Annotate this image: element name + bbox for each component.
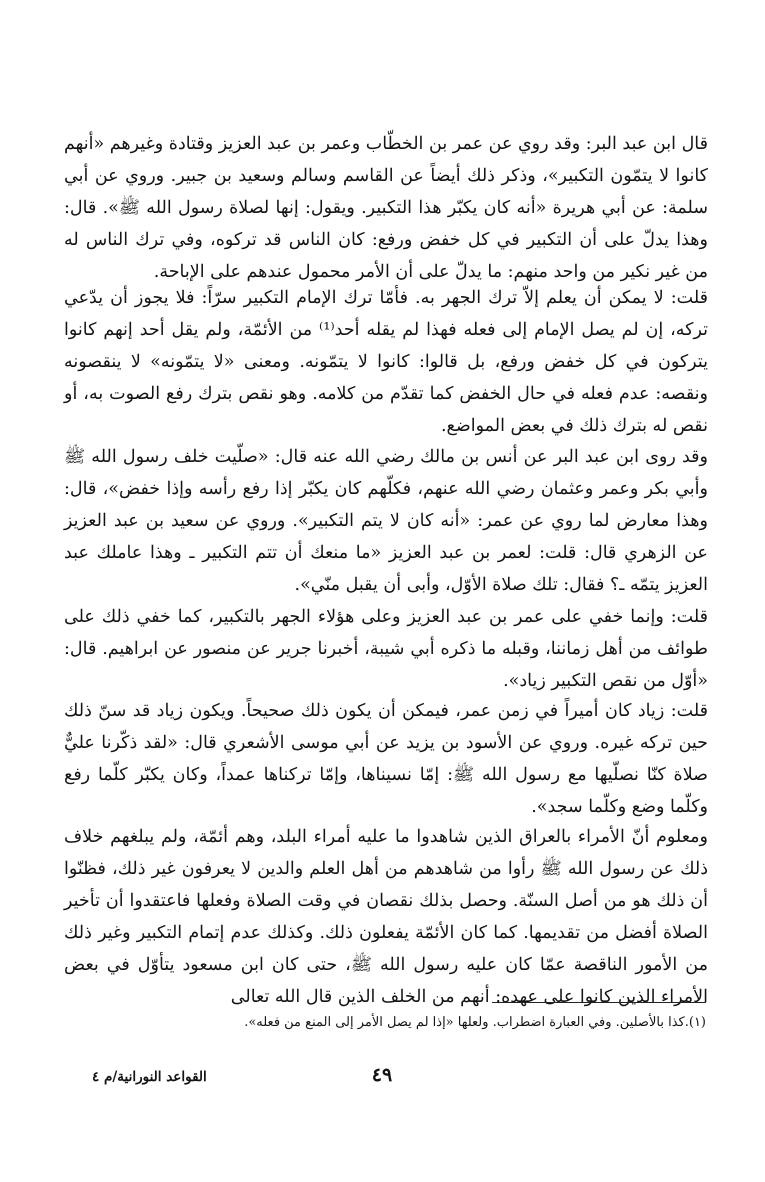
paragraph-2: قلت: لا يمكن أن يعلم إلاّ ترك الجهر به. فأمّا ترك الإمام التكبير سرّاً: فلا يجوز أن يدّعي تركه، إن لم يصل الإمام إلى فعله فهذا لم يقله أحد⁽¹⁾ من الأئمّة، ولم يقل أحد إنهم كانوا يتركون في كل خفض ورفع، بل قالوا: كانوا لا يتمّونه. ومعنى «لا يتمّونه» لا ينقصونه ونقصه: عدم فعله في حال الخفض كما تقدّم من كلامه. وهو نقص بترك رفع الصوت به، أو نقص له بترك ذلك في بعض المواضع.: [64, 287, 708, 436]
page-number: ٤٩: [371, 1064, 393, 1086]
book-signature: القواعد النورانية/م ٤: [92, 1069, 207, 1085]
paragraph-6: ومعلوم أنّ الأمراء بالعراق الذين شاهدوا ما عليه أمراء البلد، وهم أئمّة، ولم يبلغهم خلاف ذلك عن رسول الله ﷺ رأوا من شاهدهم من أهل العلم والدين لا يعرفون غير ذلك، فظنّوا أن ذلك هو من أصل السنّة. وحصل بذلك نقصان في وقت الصلاة وفعلها فاعتقدوا أن تأخير الصلاة أفضل من تقديمها. كما كان الأئمّة يفعلون ذلك. وكذلك عدم إتمام التكبير وغير ذلك من الأمور الناقصة عمّا كان عليه رسول الله ﷺ، حتى كان ابن مسعود يتأوّل في بعض الأمراء الذين كانوا على عهده: أنهم من الخلف الذين قال الله تعالى: [64, 826, 708, 1007]
footnote: (١).كذا بالأصلين. وفي العبارة اضطراب. ولعلها «إذا لم يصل الأمر إلى المنع من فعله».: [244, 1015, 706, 1030]
paragraph-4: قلت: وإنما خفي على عمر بن عبد العزيز وعلى هؤلاء الجهر بالتكبير، كما خفي ذلك على طوائف من أهل زماننا، وقبله ما ذكره أبي شيبة، أخبرنا جرير عن منصور عن ابراهيم. قال: «أوّل من نقص التكبير زياد».: [64, 606, 708, 691]
paragraph-3: وقد روى ابن عبد البر عن أنس بن مالك رضي الله عنه قال: «صلّيت خلف رسول الله ﷺ وأبي بكر وعمر وعثمان رضي الله عنهم، فكلّهم كان يكبّر إذا رفع رأسه وإذا خفض»، قال: وهذا معارض لما روي عن عمر: «أنه كان لا يتم التكبير». وروي عن سعيد بن عبد العزيز عن الزهري قال: قلت: لعمر بن عبد العزيز «ما منعك أن تتم التكبير ـ وهذا عاملك عبد العزيز يتمّه ـ؟ فقال: تلك صلاة الأوّل، وأبى أن يقبل منّي».: [64, 446, 708, 595]
paragraph-1: قال ابن عبد البر: وقد روي عن عمر بن الخطّاب وعمر بن عبد العزيز وقتادة وغيرهم «أنهم كانوا لا يتمّون التكبير»، وذكر ذلك أيضاً عن القاسم وسالم وسعيد بن جبير. وروي عن أبي سلمة: عن أبي هريرة «أنه كان يكبّر هذا التكبير. ويقول: إنها لصلاة رسول الله ﷺ». قال: وهذا يدلّ على أن التكبير في كل خفض ورفع: كان الناس قد تركوه، وفي ترك الناس له من غير نكير من واحد منهم: ما يدلّ على أن الأمر محمول عندهم على الإباحة.: [64, 133, 708, 282]
paragraph-5: قلت: زياد كان أميراً في زمن عمر، فيمكن أن يكون ذلك صحيحاً. ويكون زياد قد سنّ ذلك حين تركه غيره. وروي عن الأسود بن يزيد عن أبي موسى الأشعري قال: «لقد ذكّرنا عليٌّ صلاة كنّا نصلّيها مع رسول الله ﷺ: إمّا نسيناها، وإمّا تركناها عمداً، وكان يكبّر كلّما رفع وكلّما وضع وكلّما سجد».: [64, 700, 708, 817]
footnote-divider: [492, 1002, 706, 1003]
